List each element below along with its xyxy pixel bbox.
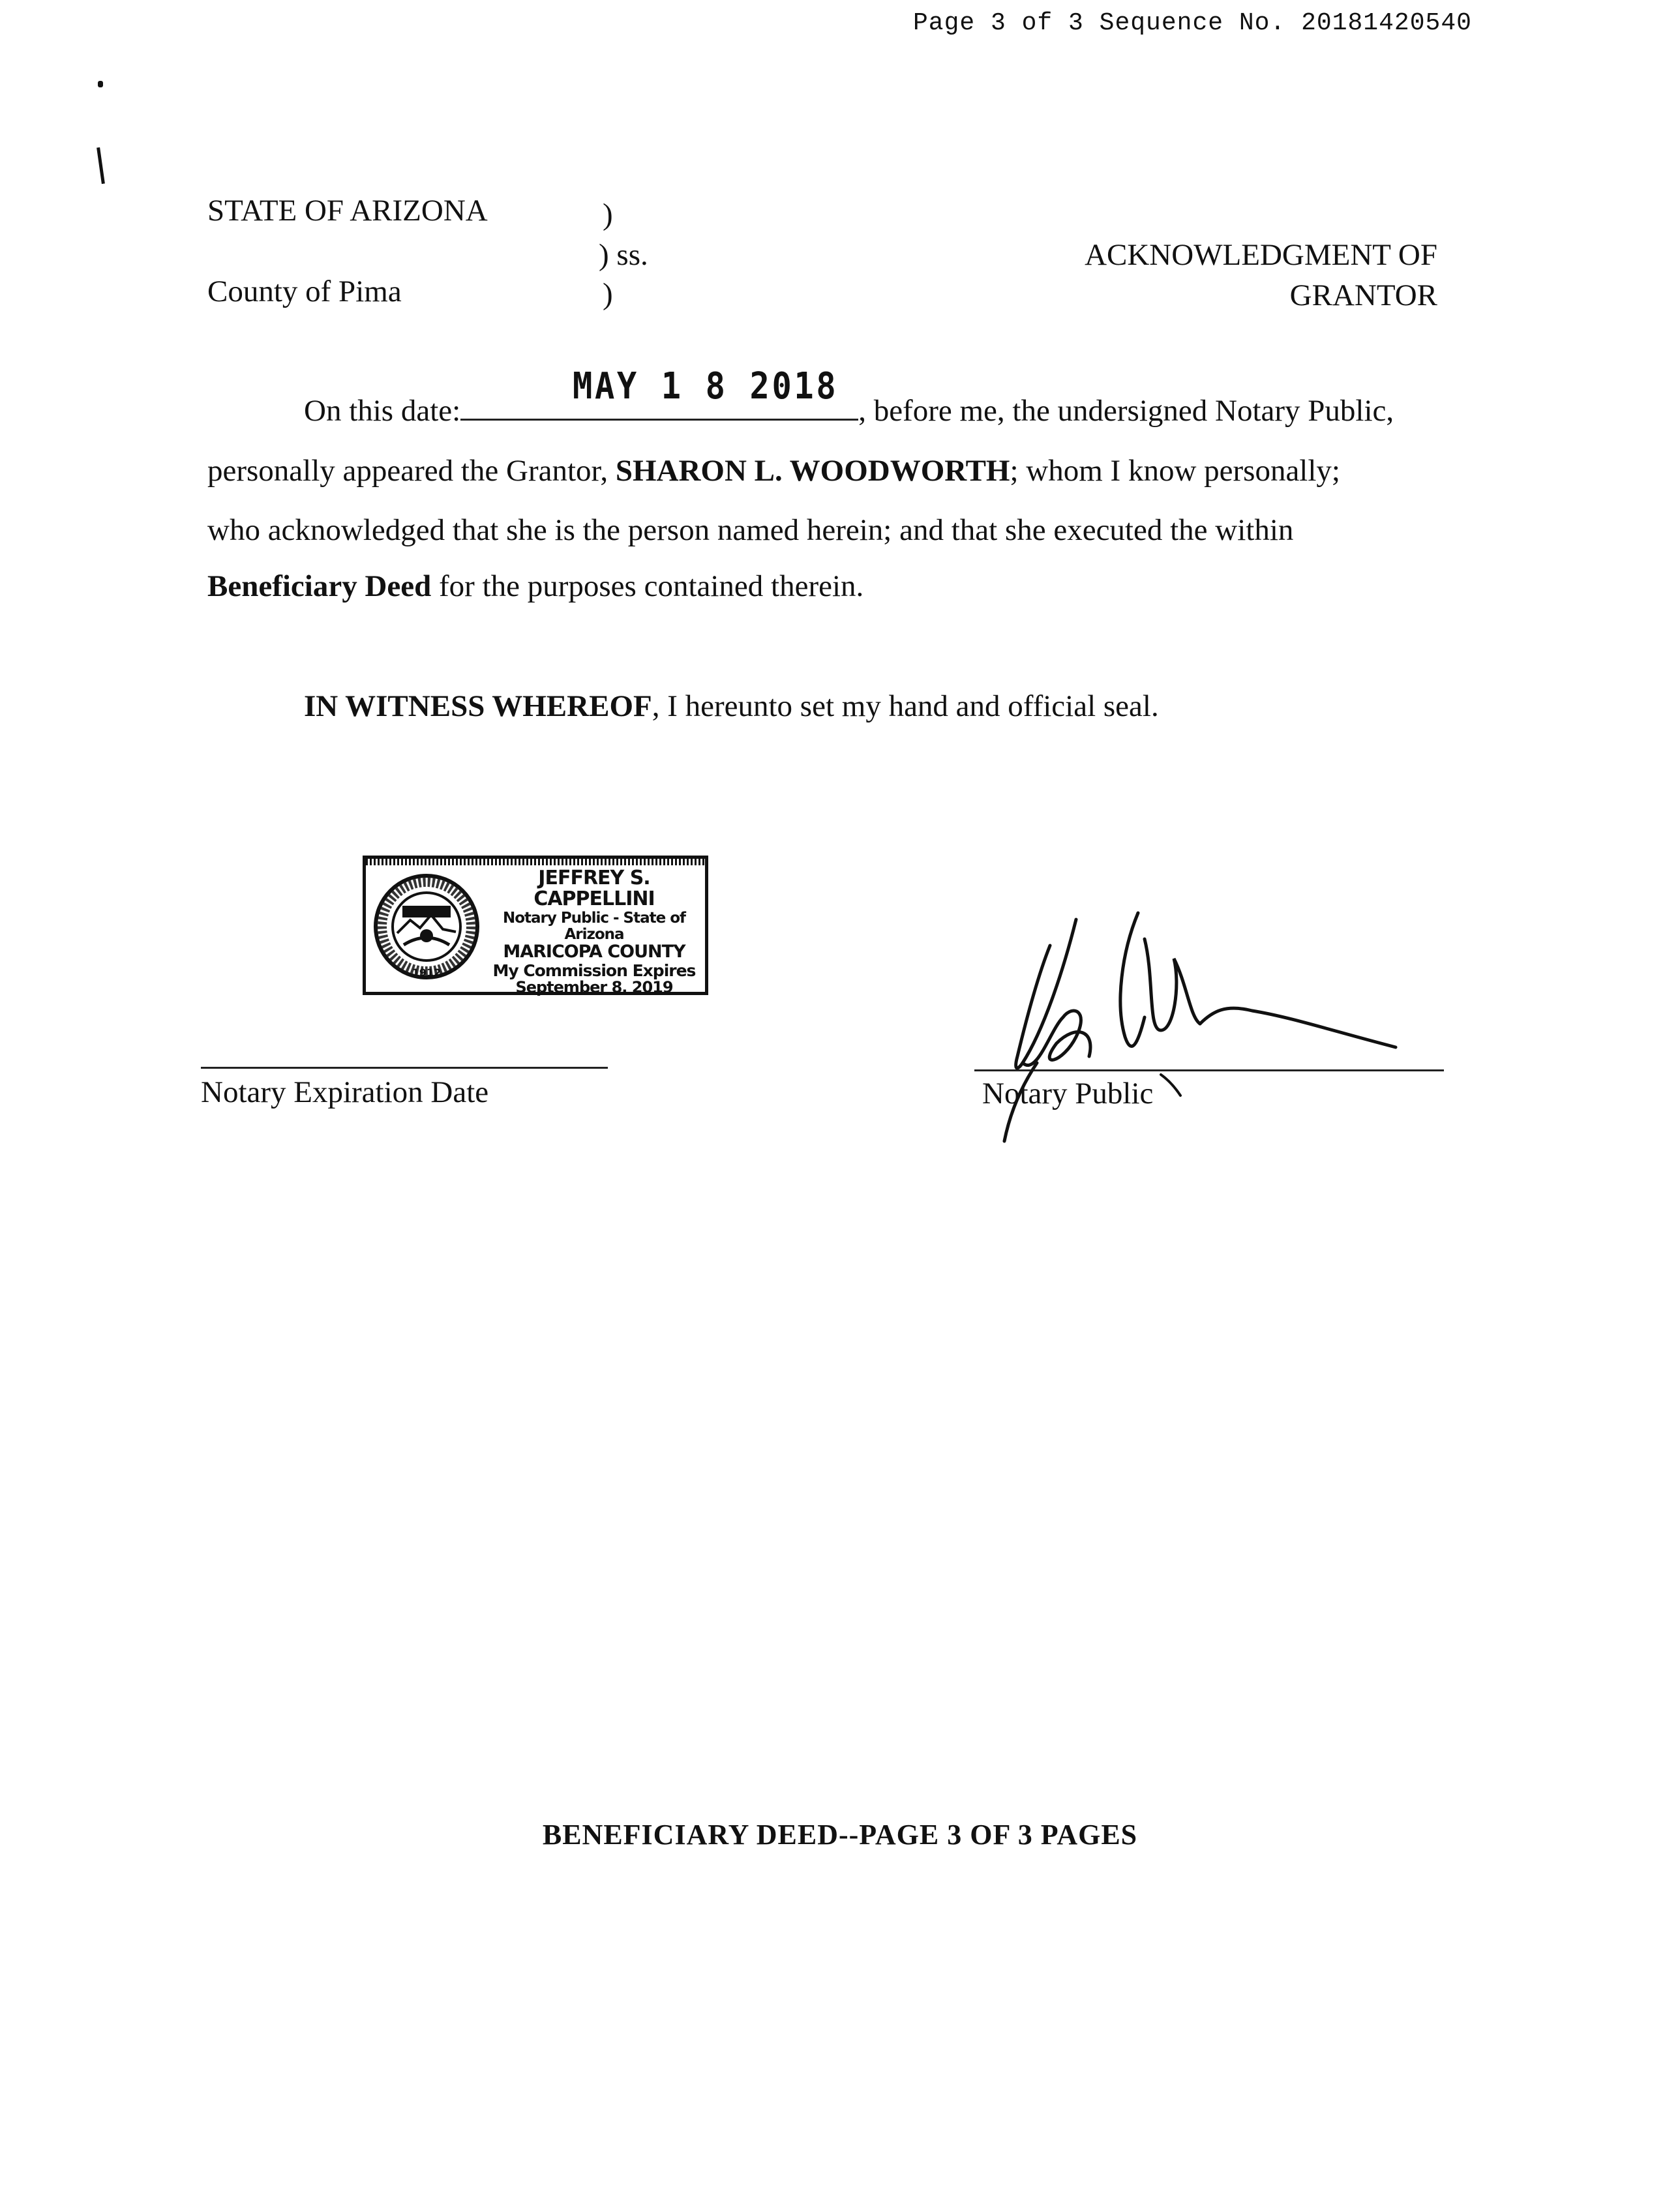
ack-line-1-rest: , before me, the undersigned Notary Public, bbox=[858, 394, 1394, 428]
ack-line-2-post: ; whom I know personally; bbox=[1010, 454, 1340, 488]
witness-clause bbox=[304, 689, 1159, 724]
venue-state: STATE OF ARIZONA bbox=[207, 194, 488, 228]
grantor-name: SHARON L. WOODWORTH bbox=[615, 454, 1010, 488]
ack-line-1 bbox=[304, 365, 1394, 428]
seal-county: MARICOPA COUNTY bbox=[503, 942, 685, 962]
page-sequence-header: Page 3 of 3 Sequence No. 20181420540 bbox=[913, 9, 1472, 37]
ack-line-3: who acknowledged that she is the person named herein; and that she executed the within bbox=[207, 513, 1294, 547]
scan-dot bbox=[98, 81, 103, 87]
notary-seal-stamp bbox=[363, 856, 708, 995]
ack-line-4 bbox=[207, 569, 863, 604]
seal-notary-name: JEFFREY S. CAPPELLINI bbox=[533, 867, 655, 911]
scan-mark bbox=[97, 147, 105, 184]
seal-expiration-date: September 8, 2019 bbox=[515, 977, 673, 996]
venue-paren-3: ) bbox=[603, 277, 613, 311]
seal-commission-label: My Commission Expires bbox=[492, 961, 696, 980]
witness-rest: , I hereunto set my hand and official seal. bbox=[652, 689, 1159, 723]
on-this-date-label: On this date: bbox=[304, 394, 461, 428]
witness-bold: IN WITNESS WHEREOF bbox=[304, 689, 652, 723]
ack-line-2-pre: personally appeared the Grantor, bbox=[207, 454, 616, 488]
acknowledgment-title-line2: GRANTOR bbox=[1289, 278, 1437, 312]
page-footer: BENEFICIARY DEED--PAGE 3 OF 3 PAGES bbox=[542, 1819, 1138, 1851]
ack-line-4-post: for the purposes contained therein. bbox=[431, 569, 864, 603]
stamped-date: MAY 1 8 2018 bbox=[573, 365, 839, 408]
notary-expiration-label: Notary Expiration Date bbox=[201, 1075, 489, 1109]
arizona-seal-emblem bbox=[371, 868, 482, 985]
expiration-date-line bbox=[201, 1067, 608, 1069]
notary-signature bbox=[965, 900, 1422, 1161]
date-blank bbox=[460, 365, 858, 421]
seal-text-block bbox=[483, 868, 705, 996]
acknowledgment-title-line1: ACKNOWLEDGMENT OF bbox=[1085, 238, 1437, 272]
deed-name: Beneficiary Deed bbox=[207, 569, 432, 603]
venue-paren-1: ) bbox=[603, 198, 613, 231]
venue-paren-ss: ) ss. bbox=[599, 238, 648, 272]
ack-line-2 bbox=[207, 453, 1340, 488]
notary-public-label: Notary Public bbox=[982, 1077, 1154, 1110]
venue-county: County of Pima bbox=[207, 275, 402, 308]
seal-top-hatch bbox=[366, 859, 705, 865]
seal-emblem-year: 1912 bbox=[412, 966, 442, 979]
seal-notary-title: Notary Public - State of Arizona bbox=[502, 909, 686, 943]
